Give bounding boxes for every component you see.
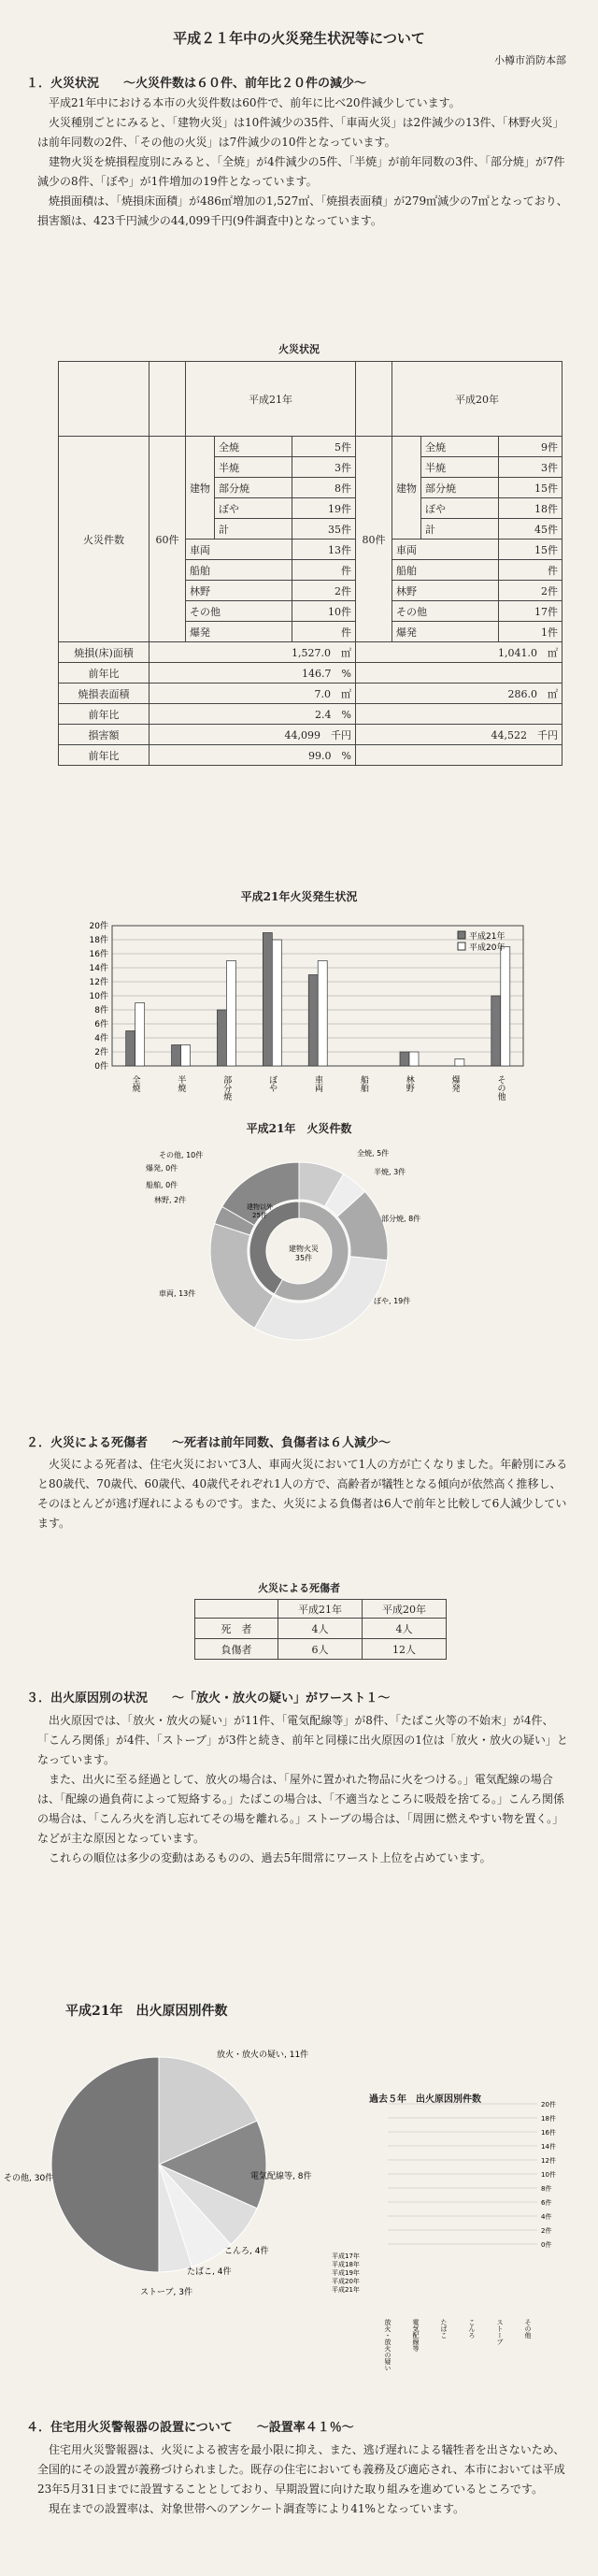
row-name: 死 者 [195,1619,278,1639]
inner-label: 建物以外 [247,1203,273,1211]
slice-label: たばこ, 4件 [187,2267,232,2277]
stat-h20 [355,704,562,725]
stat-h21: 1,527.0 ㎡ [150,642,356,663]
outer-label: 全焼, 5件 [357,1149,390,1158]
bar-h20 [318,961,327,1067]
cause-pie-title: 平成21年 出火原因別件数 [65,2004,228,2019]
value-h20: 45件 [499,519,562,540]
outer-label: 林野, 2件 [154,1196,187,1204]
y-tick-label: 10件 [89,992,108,1001]
y-tick-label: 2件 [541,2227,552,2235]
column-header-h21: 平成21年 [186,362,356,437]
paragraph: 出火原因では、「放火・放火の疑い」が11件、「電気配線等」が8件、「たばこ火等の不始末」が4件、「こんろ関係」が4件、「ストーブ」が3件と続き、前年と同様に出火原因の1位は「放火・放火の疑い」となっています。 [37,1714,568,1766]
slice-label: その他, 30件 [4,2174,54,2183]
value-h20: 2件 [499,581,562,601]
y-tick-label: 2件 [94,1048,108,1058]
row-name: 林野 [186,581,292,601]
row-name: 全焼 [215,437,292,457]
value-h20: 12人 [363,1639,447,1660]
y-tick-label: 0件 [94,1062,108,1072]
stat-h21: 99.0 % [150,745,356,766]
five-year-cause-chart [322,2101,584,2371]
legend-label: 平成20年 [469,943,505,953]
section-3-heading: ３．出火原因別の状況 ～「放火・放火の疑い」がワースト１～ [26,1691,391,1705]
value-h21: 6人 [278,1639,363,1660]
category-label: その他 [524,2319,532,2339]
stat-name: 損害額 [59,725,150,745]
table-corner [195,1600,278,1619]
y-tick-label: 20件 [541,2101,556,2108]
row-name: 車両 [392,540,498,560]
bar-chart-title: 平成21年火災発生状況 [240,890,358,903]
bar-h21 [126,1031,135,1067]
row-name: 部分焼 [215,478,292,498]
year-label: 平成17年 [332,2252,360,2260]
value-h20: 4人 [363,1619,447,1639]
outer-label: 車両, 13件 [159,1289,196,1298]
row-name: その他 [186,601,292,622]
y-tick-label: 18件 [541,2115,556,2123]
bar-h20 [409,1052,419,1066]
y-tick-label: 8件 [94,1006,108,1015]
bar-h21 [172,1045,181,1067]
value-h21: 件 [292,622,356,642]
row-name: 船舶 [186,560,292,581]
cause-pie-chart [0,2029,318,2347]
y-tick-label: 16件 [541,2129,556,2137]
value-h21: 5件 [292,437,356,457]
y-tick-label: 18件 [89,936,108,945]
page-title: 平成２１年中の火災発生状況等について [173,30,425,47]
section-4-body [37,2440,570,2519]
column-header-h20: 平成20年 [392,362,562,437]
year-label: 平成19年 [332,2269,360,2277]
value-h20: 件 [499,560,562,581]
bar-h21 [217,1010,226,1066]
stat-name: 前年比 [59,745,150,766]
row-name: ぼや [420,498,498,519]
value-h21: 19件 [292,498,356,519]
y-tick-label: 8件 [541,2185,552,2193]
paragraph: 平成21年中における本市の火災件数は60件で、前年に比べ20件減少しています。 [49,96,461,109]
stat-name: 前年比 [59,704,150,725]
category-label: ストーブ [496,2319,504,2345]
bar-h20 [501,947,510,1067]
stat-h21: 146.7 % [150,663,356,684]
column-header-h20: 平成20年 [363,1600,447,1619]
row-name: その他 [392,601,498,622]
donut-title: 平成21年 火災件数 [246,1122,352,1135]
bar-h21 [400,1052,409,1066]
bar-h21 [491,996,501,1066]
slice-label: こんろ, 4件 [224,2247,269,2256]
stat-h20 [355,663,562,684]
outer-label: ぼや, 19件 [374,1297,411,1305]
x-tick-label: その他 [495,1075,505,1101]
outer-label: 爆発, 0件 [146,1164,178,1173]
fire-count-donut-chart [140,1139,458,1373]
fire-status-table [58,361,562,766]
year-label: 平成20年 [332,2278,360,2285]
value-h20: 15件 [499,540,562,560]
paragraph: これらの順位は多少の変動はあるものの、過去5年間常にワースト上位を占めています。 [49,1851,491,1864]
outer-slice [255,1257,388,1340]
row-name: 爆発 [186,622,292,642]
y-tick-label: 10件 [541,2171,556,2179]
row-name: 半焼 [420,457,498,478]
outer-label: 部分焼, 8件 [381,1215,421,1223]
y-tick-label: 20件 [89,922,108,931]
x-tick-label: 部分焼 [221,1075,232,1101]
value-h21: 2件 [292,581,356,601]
fire-occurrence-bar-chart [65,912,551,1113]
y-tick-label: 6件 [94,1020,108,1029]
stat-h21: 44,099 千円 [150,725,356,745]
stat-h20: 44,522 千円 [355,725,562,745]
value-h21: 3件 [292,457,356,478]
value-h21: 4人 [278,1619,363,1639]
slice-label: 電気配線等, 8件 [250,2172,312,2181]
value-h21: 件 [292,560,356,581]
building-label: 建物 [186,437,215,540]
x-tick-label: 全焼 [130,1075,140,1092]
y-tick-label: 4件 [541,2213,552,2221]
bar-h21 [308,975,318,1067]
casualty-table-title: 火災による死傷者 [258,1582,340,1594]
bar-h20 [272,940,281,1066]
row-label-fire-count: 火災件数 [59,437,150,642]
row-name: 全焼 [420,437,498,457]
value-h21: 10件 [292,601,356,622]
slice-label: ストーブ, 3件 [140,2288,192,2297]
value-h20: 9件 [499,437,562,457]
x-tick-label: ぼや [267,1075,278,1092]
slice-label: 放火・放火の疑い, 11件 [217,2051,309,2060]
row-name: 部分焼 [420,478,498,498]
y-tick-label: 4件 [94,1034,108,1043]
bar-h20 [226,961,235,1067]
row-name: 林野 [392,581,498,601]
bar-h20 [455,1059,464,1067]
x-tick-label: 半焼 [176,1075,186,1092]
stat-h21: 2.4 % [150,704,356,725]
y-tick-label: 0件 [541,2241,552,2249]
y-tick-label: 14件 [89,964,108,973]
category-label: 電気配線等 [412,2319,420,2352]
y-tick-label: 16件 [89,950,108,959]
value-h20: 17件 [499,601,562,622]
x-tick-label: 車両 [313,1075,322,1092]
total-h21: 60件 [150,437,186,642]
bar-h20 [181,1045,191,1067]
row-name: 車両 [186,540,292,560]
paragraph: 建物火災を焼損程度別にみると、「全焼」が4件減少の5件、「半焼」が前年同数の3件、「部分焼」が7件減少の8件、「ぼや」が1件増加の19件となっています。 [37,155,565,188]
row-name: ぼや [215,498,292,519]
outer-label: 船舶, 0件 [146,1181,178,1189]
inner-label: 25件 [252,1212,267,1219]
y-tick-label: 12件 [89,978,108,987]
inner-label: 建物火災 [289,1245,319,1253]
section-1-body [37,94,570,231]
category-label: たばこ [440,2319,448,2339]
table-corner [150,362,186,437]
value-h21: 13件 [292,540,356,560]
paragraph: また、出火に至る経過として、放火の場合は、「屋外に置かれた物品に火をつける。」電気配線の場合は、「配線の過負荷によって短絡する。」たばこの場合は、「不適当なところに吸殻を捨てる。」こんろ関係の場合は、「こんろ火を消し忘れてその場を離れる。」ストーブの場合は、「周囲に燃えやすい物を置く。」などが主な原因となっています。 [37,1773,565,1845]
section-4-heading: ４．住宅用火災警報器の設置について ～設置率４１％～ [26,2421,354,2435]
row-name: 船舶 [392,560,498,581]
x-tick-label: 林野 [404,1075,414,1092]
row-name: 負傷者 [195,1639,278,1660]
stat-h20 [355,745,562,766]
column-header-h21: 平成21年 [278,1600,363,1619]
section-2-heading: ２．火災による死傷者 ～死者は前年同数、負傷者は６人減少～ [26,1436,392,1450]
row-name: 計 [420,519,498,540]
stat-name: 焼損(床)面積 [59,642,150,663]
value-h20: 1件 [499,622,562,642]
stat-h20: 1,041.0 ㎡ [355,642,562,663]
row-name: 爆発 [392,622,498,642]
year-label: 平成21年 [332,2286,360,2294]
five-year-chart-title: 過去５年 出火原因別件数 [369,2094,481,2105]
stat-name: 前年比 [59,663,150,684]
value-h20: 18件 [499,498,562,519]
x-tick-label: 船舶 [358,1075,368,1092]
stat-h20: 286.0 ㎡ [355,684,562,704]
paragraph: 住宅用火災警報器は、火災による被害を最小限に抑え、また、逃げ遅れによる犠牲者を出さないため、全国的にその設置が義務づけられました。既存の住宅においても義務及び適応され、本市においては平成23年5月31日までに設置することとしており、早期設置に向けた取り組みを進めているところです。 [37,2443,565,2496]
category-label: こんろ [468,2319,476,2339]
year-label: 平成18年 [332,2261,360,2268]
inner-label: 35件 [294,1254,313,1262]
total-h20: 80件 [355,437,392,642]
table-corner [355,362,392,437]
row-name: 計 [215,519,292,540]
paragraph: 焼損面積は、「焼損床面積」が486㎡増加の1,527㎡、「焼損表面積」が279㎡減少の7㎡となっており、損害額は、423千円減少の44,099千円(9件調査中)となっています。 [37,194,568,227]
fire-table-title: 火災状況 [278,343,320,355]
paragraph: 火災による死者は、住宅火災において3人、車両火災において1人の方が亡くなりました。年齢別にみると80歳代、70歳代、60歳代、40歳代それぞれ1人の方で、高齢者が犠牲となる傾向が依然高く推移し、そのほとんどが逃げ遅れによるものです。また、火災による負傷者は6人で前年と比較して6人減少しています。 [37,1458,568,1530]
bar-h21 [263,933,272,1067]
bar-h20 [135,1003,145,1067]
y-tick-label: 6件 [541,2199,552,2207]
stat-name: 焼損表面積 [59,684,150,704]
paragraph: 現在までの設置率は、対象世帯へのアンケート調査等により41%となっています。 [49,2502,464,2515]
section-2-body [37,1455,570,1533]
value-h20: 15件 [499,478,562,498]
paragraph: 火災種別ごとにみると、「建物火災」は10件減少の35件、「車両火災」は2件減少の13件、「林野火災」は前年同数の2件、「その他の火災」は7件減少の10件となっています。 [37,116,564,149]
legend-swatch [458,931,465,939]
pie-slice [51,2057,159,2272]
y-tick-label: 14件 [541,2143,556,2151]
legend-swatch [458,943,465,950]
outer-label: 半焼, 3件 [374,1168,406,1176]
value-h21: 35件 [292,519,356,540]
section-1-heading: １．火災状況 ～火災件数は６０件、前年比２０件の減少～ [26,77,367,91]
value-h20: 3件 [499,457,562,478]
organization: 小樽市消防本部 [494,54,566,66]
table-corner [59,362,150,437]
stat-h21: 7.0 ㎡ [150,684,356,704]
section-3-body [37,1711,570,1868]
legend-label: 平成21年 [469,932,505,942]
y-tick-label: 12件 [541,2157,556,2165]
value-h21: 8件 [292,478,356,498]
outer-label: その他, 10件 [159,1151,204,1159]
category-label: 放火・放火の疑い [384,2319,392,2371]
row-name: 半焼 [215,457,292,478]
casualty-table [194,1599,447,1660]
building-label: 建物 [392,437,420,540]
x-tick-label: 爆発 [449,1075,460,1092]
